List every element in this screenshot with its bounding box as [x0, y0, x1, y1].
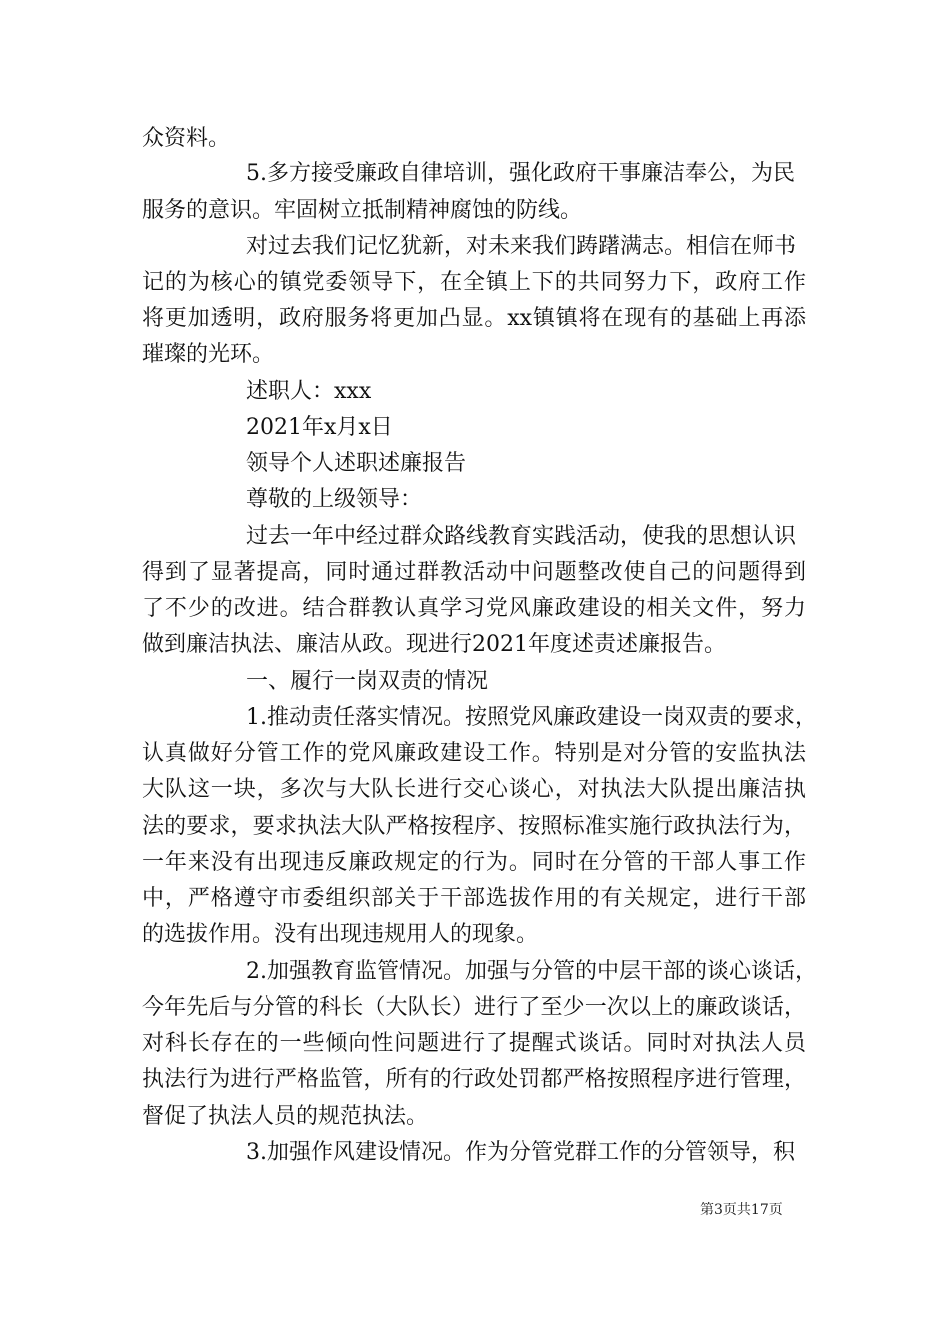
salutation: 尊敬的上级领导：	[246, 487, 423, 512]
text-line: 众资料。	[142, 126, 231, 151]
text-line: 对科长存在的一些倾向性问题进行了提醒式谈话。同时对执法人员	[142, 1031, 806, 1056]
text-line: 2.加强教育监管情况。加强与分管的中层干部的谈心谈话，	[246, 959, 817, 984]
text-line: 做到廉洁执法、廉洁从政。现进行2021年度述责述廉报告。	[142, 632, 726, 657]
text-line: 得到了显著提高，同时通过群教活动中问题整改使自己的问题得到	[142, 560, 806, 585]
text-line: 1.推动责任落实情况。按照党风廉政建设一岗双责的要求，	[246, 705, 817, 730]
text-line: 3.加强作风建设情况。作为分管党群工作的分管领导，积	[246, 1140, 795, 1165]
signature-line: 述职人：xxx	[246, 379, 372, 404]
text-line: 大队这一块，多次与大队长进行交心谈心，对执法大队提出廉洁执	[142, 777, 806, 802]
text-line: 督促了执法人员的规范执法。	[142, 1104, 429, 1129]
section-heading: 一、履行一岗双责的情况	[246, 669, 489, 694]
report-title: 领导个人述职述廉报告	[246, 451, 467, 476]
text-line: 法的要求，要求执法大队严格按程序、按照标准实施行政执法行为，	[142, 814, 806, 839]
date-line: 2021年x月x日	[246, 415, 393, 440]
text-line: 了不少的改进。结合群教认真学习党风廉政建设的相关文件，努力	[142, 596, 806, 621]
text-line: 5.多方接受廉政自律培训，强化政府干事廉洁奉公，为民	[246, 161, 795, 186]
text-line: 记的为核心的镇党委领导下，在全镇上下的共同努力下，政府工作	[142, 270, 806, 295]
text-line: 中，严格遵守市委组织部关于干部选拔作用的有关规定，进行干部	[142, 886, 806, 911]
text-line: 过去一年中经过群众路线教育实践活动，使我的思想认识	[246, 524, 797, 549]
text-line: 一年来没有出现违反廉政规定的行为。同时在分管的干部人事工作	[142, 850, 806, 875]
text-line: 的选拔作用。没有出现违规用人的现象。	[142, 922, 539, 947]
text-line: 服务的意识。牢固树立抵制精神腐蚀的防线。	[142, 198, 583, 223]
text-line: 璀璨的光环。	[142, 342, 275, 367]
page-number: 第3页共17页	[700, 1202, 783, 1218]
text-line: 对过去我们记忆犹新，对未来我们踌躇满志。相信在师书	[246, 234, 797, 259]
text-line: 今年先后与分管的科长（大队长）进行了至少一次以上的廉政谈话，	[142, 995, 806, 1020]
text-line: 将更加透明，政府服务将更加凸显。xx镇镇将在现有的基础上再添	[142, 306, 806, 331]
text-line: 认真做好分管工作的党风廉政建设工作。特别是对分管的安监执法	[142, 741, 806, 766]
text-line: 执法行为进行严格监管，所有的行政处罚都严格按照程序进行管理，	[142, 1067, 806, 1092]
